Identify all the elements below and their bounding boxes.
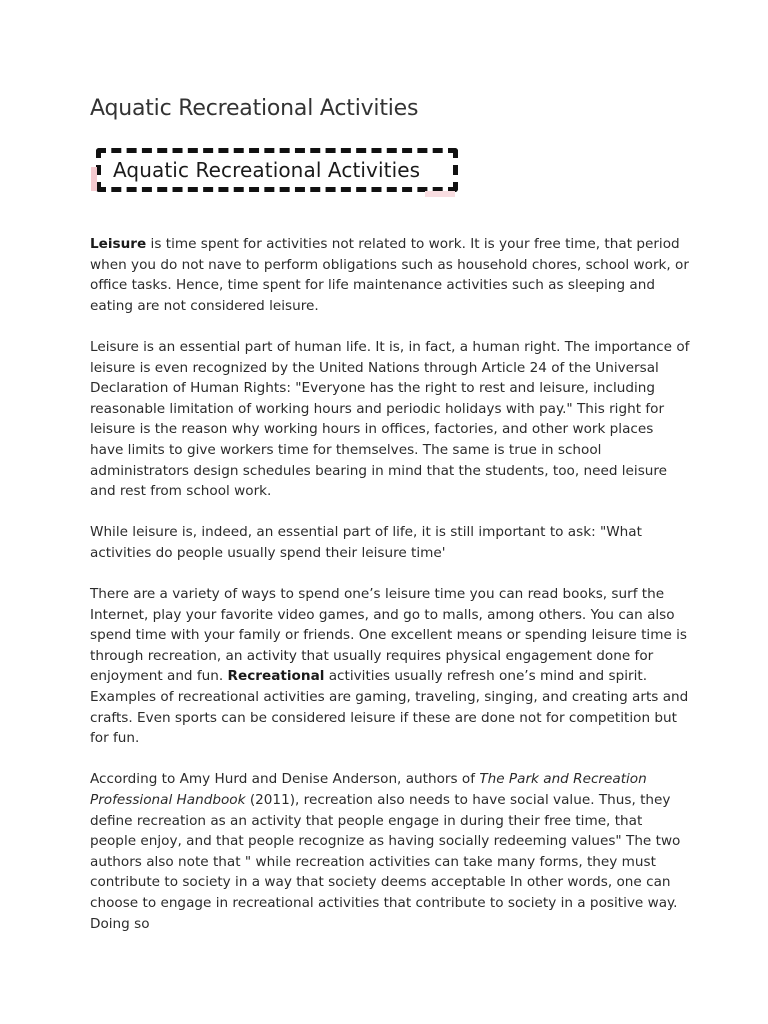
banner-decoration xyxy=(425,191,455,197)
paragraph xyxy=(90,234,690,316)
title-banner xyxy=(96,148,458,192)
paragraph xyxy=(90,769,690,934)
banner-decoration xyxy=(91,167,97,191)
paragraph-text: According to Amy Hurd and Denise Anderson, authors of xyxy=(90,771,480,788)
paragraph xyxy=(90,522,690,563)
paragraph-text: Leisure is an essential part of human life. It is, in fact, a human right. The importance of leisure is even recognized by the United Nations through Article 24 of the Universal Declaration of Human Rights: "Everyone has the right to rest and leisure, including reasonable limitation of working hours and periodic holidays with pay." This right for leisure is the reason why working hours in offices, factories, and other work places have limits to give workers time for themselves. The same is true in school administrators design schedules bearing in mind that the students, too, need leisure and rest from school work. xyxy=(90,338,690,500)
paragraph-text: There are a variety of ways to spend one’s leisure time you can read books, surf the Internet, play your favorite video games, and go to malls, among others. You can also spend time with your family or friends. One excellent means or spending leisure time is through recreation, an activity that usually requires physical engagement done for enjoyment and fun. xyxy=(90,586,687,685)
paragraph xyxy=(90,337,690,502)
paragraph xyxy=(90,584,690,749)
paragraph-text: is time spent for activities not related to work. It is your free time, that period when you do not nave to perform obligations such as household chores, school work, or office tasks. Hence, time spent for life maintenance activities such as sleeping and eating are not considered leisure. xyxy=(90,236,689,314)
banner-title: Aquatic Recreational Activities xyxy=(113,158,421,182)
paragraph-text: While leisure is, indeed, an essential part of life, it is still important to ask: "What activities do people usually spend their leisure time' xyxy=(90,524,642,561)
book-title: The Park and Recreation Professional Handbook xyxy=(90,771,647,809)
article-body xyxy=(90,234,690,955)
page-title: Aquatic Recreational Activities xyxy=(90,96,419,121)
bold-term: Leisure xyxy=(90,236,147,252)
bold-term: Recreational xyxy=(227,668,325,685)
paragraph-text: activities usually refresh one’s mind and spirit. Examples of recreational activities are gaming, traveling, singing, and creating arts and crafts. Even sports can be considered leisure if these are done not for competition but for fun. xyxy=(90,668,689,747)
paragraph-text: (2011), recreation also needs to have social value. Thus, they define recreation as an activity that people engage in during their free time, that people enjoy, and that people recognize as having socially redeeming values" The two authors also note that " while recreation activities can take many forms, they must contribute to society in a way that society deems acceptable In other words, one can choose to engage in recreational activities that contribute to society in a positive way. Doing so xyxy=(90,792,681,932)
